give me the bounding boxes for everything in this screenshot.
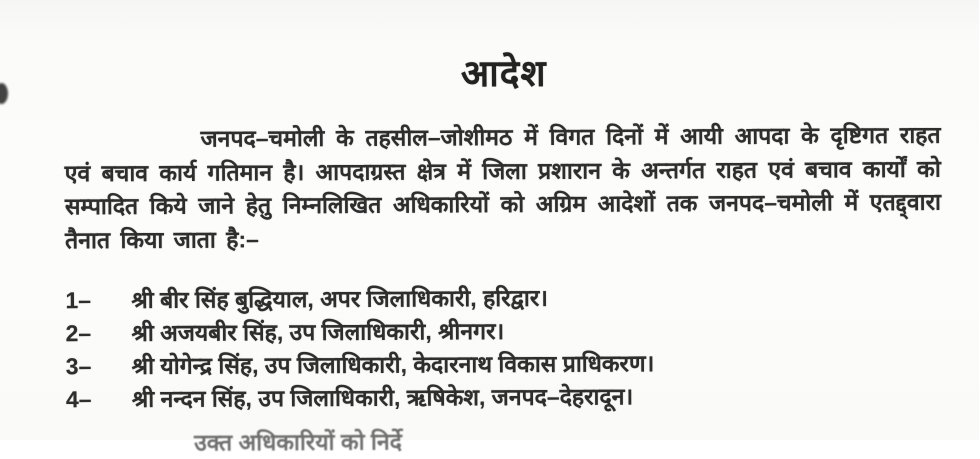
officer-list-item (66, 345, 956, 383)
list-item-number: 1– (65, 287, 92, 314)
order-paragraph: जनपद–चमोली के तहसील–जोशीमठ में विगत दिनों में आयी आपदा के दृष्टिगत राहत एवं बचाव कार्य गतिमान है। आपदाग्रस्त क्षेत्र में जिला प्रशारान के अन्तर्गत राहत एवं बचाव कार्यों को सम्पादित किये जाने हेतु निम्नलिखित अधिकारियों को अग्रिम आदेशों तक जनपद–चमोली में एतद्द्वारा तैनात किया जाता है:– (64, 121, 941, 253)
list-item-text: श्री नन्दन सिंह, उप जिलाधिकारी, ऋषिकेश, जनपद–देहरादून। (131, 383, 634, 412)
list-item-text: श्री योगेन्द्र सिंह, उप जिलाधिकारी, केदारनाथ विकास प्राधिकरण। (131, 350, 655, 379)
officer-list-item (66, 378, 956, 416)
clipped-bottom-line: उक्त अधिकारियों को निर्दे (194, 428, 402, 456)
officer-list (65, 279, 956, 416)
list-item-number: 4– (65, 386, 92, 413)
list-item-text: श्री बीर सिंह बुद्धियाल, अपर जिलाधिकारी, हरिद्वार। (131, 284, 549, 313)
officer-list-item (65, 279, 955, 317)
list-item-number: 3– (65, 353, 92, 380)
document-title: आदेश (460, 52, 547, 95)
officer-list-item (65, 312, 955, 350)
list-item-number: 2– (65, 320, 92, 347)
list-item-text: श्री अजयबीर सिंह, उप जिलाधिकारी, श्रीनगर। (131, 317, 505, 346)
